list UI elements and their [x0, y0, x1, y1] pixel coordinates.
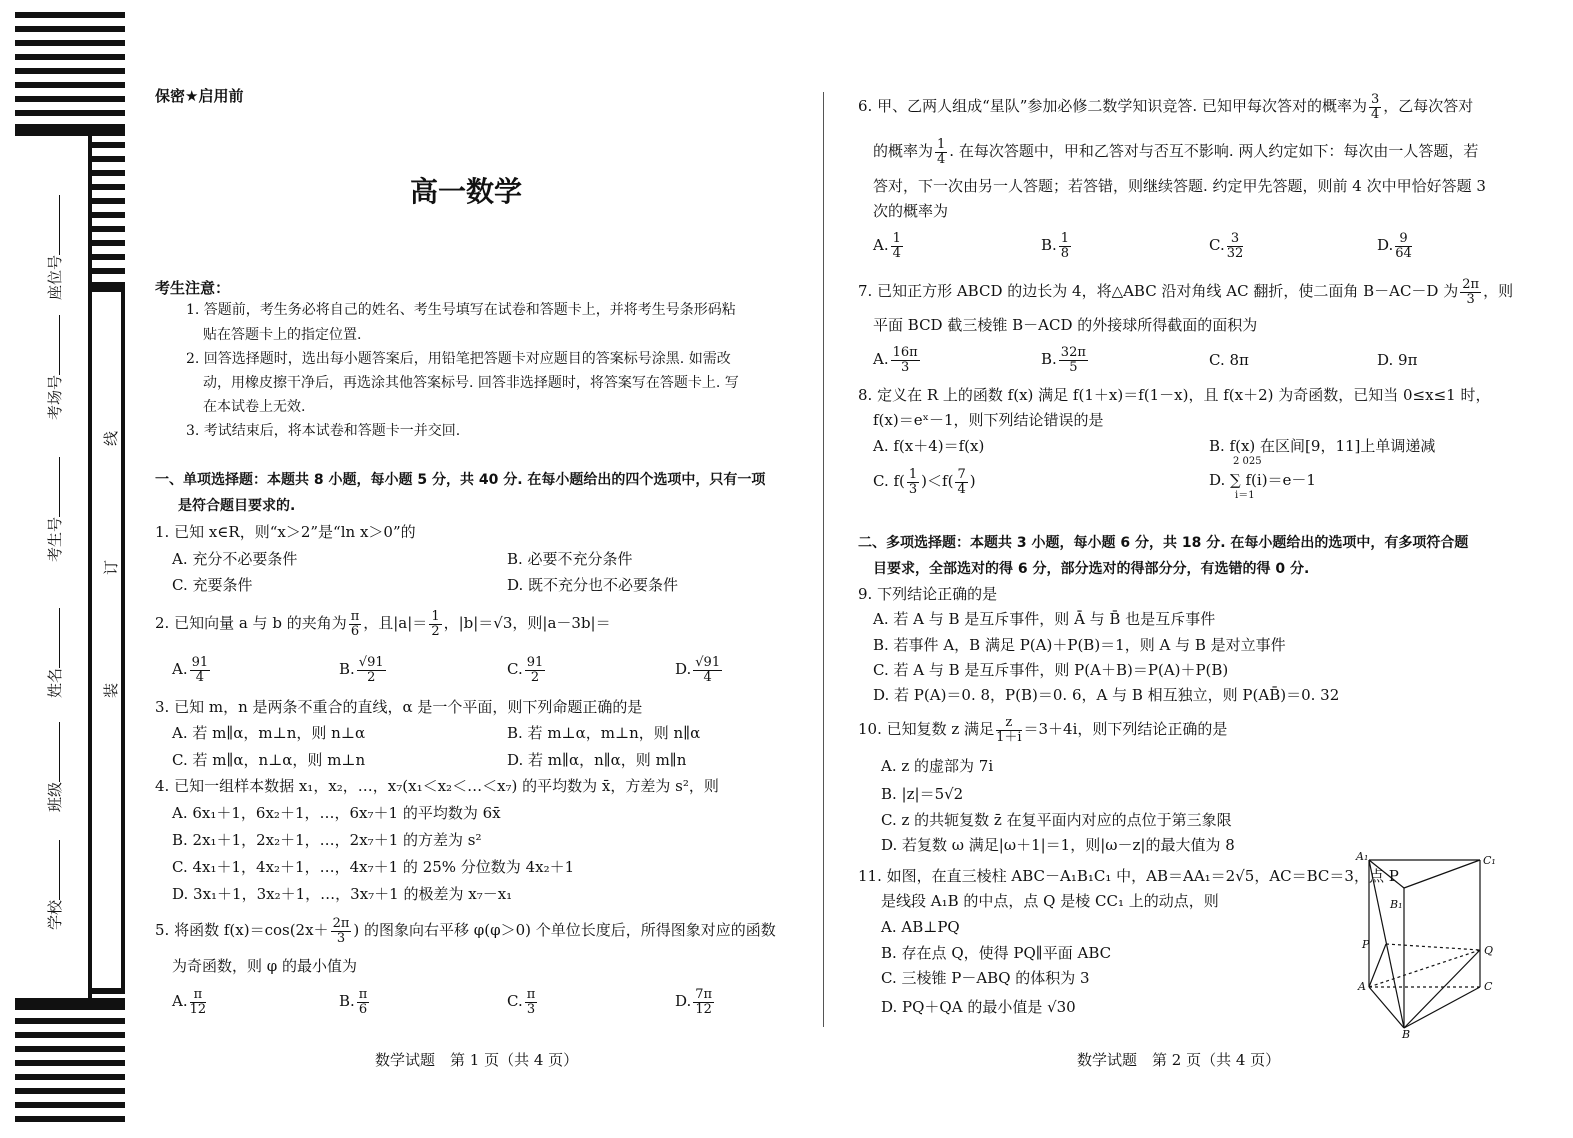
label-c: C — [1484, 980, 1493, 993]
q10-option-d: D. 若复数 ω 满足|ω＋1|＝1，则|ω－z|的最大值为 8 — [881, 836, 1235, 854]
q2-option-d: D. $\frac{√91}{4}$ — [675, 654, 721, 685]
q9-option-c: C. 若 A 与 B 是互斥事件，则 P(A＋B)＝P(A)＋P(B) — [873, 661, 1229, 679]
label-a: A — [1358, 980, 1366, 993]
label-b1: B₁ — [1390, 898, 1403, 911]
q4-option-a: A. 6x₁＋1，6x₂＋1，…，6x₇＋1 的平均数为 6x̄ — [172, 804, 501, 822]
edge-a-b — [1369, 987, 1404, 1028]
binding-strip — [0, 0, 130, 1138]
section1-heading: 一、单项选择题：本题共 8 小题，每小题 5 分，共 40 分. 在每小题给出的四个选项中，只有一项 — [155, 472, 766, 488]
q7-option-d: D. 9π — [1377, 351, 1418, 369]
seg-q-b — [1404, 950, 1480, 1028]
field-exam-number: 考生号 — [44, 453, 65, 562]
q9-option-d: D. 若 P(A)＝0. 8，P(B)＝0. 6，A 与 B 相互独立，则 P(AB̄)＝0. 32 — [873, 686, 1340, 704]
label-p: P — [1362, 938, 1370, 951]
field-name: 姓名 — [44, 604, 65, 698]
edge-b-c — [1404, 987, 1480, 1028]
q5-option-b: B. $\frac{\pi}{6}$ — [339, 986, 368, 1017]
page-divider — [823, 92, 824, 1027]
q8-option-c: C. f( $\frac{1}{3}$ )＜f( $\frac{7}{4}$ ) — [873, 466, 976, 497]
label-q: Q — [1484, 944, 1494, 957]
field-exam-room: 考场号 — [44, 311, 65, 420]
label-a1: A₁ — [1356, 850, 1369, 863]
page2-footer: 数学试题 第 2 页（共 4 页） — [1077, 1051, 1281, 1069]
label-c1: C₁ — [1483, 854, 1496, 867]
section2-heading-cont: 目要求，全部选对的得 6 分，部分选对的得部分分，有选错的得 0 分. — [873, 561, 1310, 577]
q3-option-b: B. 若 m⊥α，m⊥n，则 n∥α — [507, 724, 701, 742]
binding-char-ding: 订 — [102, 559, 120, 575]
q5-option-a: A. $\frac{\pi}{12}$ — [172, 986, 207, 1017]
seg-p-a — [1369, 944, 1386, 987]
q2-option-a: A. $\frac{91}{4}$ — [172, 654, 209, 685]
edge-b1-c1 — [1404, 860, 1480, 888]
q9-option-b: B. 若事件 A，B 满足 P(A)＋P(B)＝1，则 A 与 B 是对立事件 — [873, 636, 1286, 654]
q1-option-c: C. 充要条件 — [172, 576, 253, 594]
section1-heading-cont: 是符合题目要求的. — [178, 498, 296, 514]
q1-option-b: B. 必要不充分条件 — [507, 550, 633, 568]
seg-a-q — [1369, 950, 1480, 987]
q11-option-b: B. 存在点 Q，使得 PQ∥平面 ABC — [881, 944, 1112, 962]
q4-option-d: D. 3x₁＋1，3x₂＋1，…，3x₇＋1 的极差为 x₇－x₁ — [172, 885, 513, 903]
q6-option-c: C. $\frac{3}{32}$ — [1209, 230, 1244, 261]
q10-option-c: C. z 的共轭复数 z̄ 在复平面内对应的点位于第三象限 — [881, 811, 1232, 829]
field-class: 班级 — [44, 718, 65, 812]
q7-option-b: B. $\frac{32\pi}{5}$ — [1041, 344, 1086, 375]
q1-option-a: A. 充分不必要条件 — [172, 550, 298, 568]
q5-option-c: C. $\frac{\pi}{3}$ — [507, 986, 536, 1017]
page-title: 高一数学 — [410, 175, 523, 208]
q3-option-d: D. 若 m∥α，n∥α，则 m∥n — [507, 751, 687, 769]
notice-heading: 考生注意： — [155, 279, 231, 297]
q6-option-d: D. $\frac{9}{64}$ — [1377, 230, 1412, 261]
q2-option-c: C. $\frac{91}{2}$ — [507, 654, 544, 685]
q11-option-a: A. AB⊥PQ — [881, 918, 960, 936]
prism-figure — [1352, 850, 1502, 1040]
binding-char-xian: 线 — [102, 430, 120, 446]
q8-option-a: A. f(x＋4)＝f(x) — [873, 437, 985, 455]
q11-option-c: C. 三棱锥 P－ABQ 的体积为 3 — [881, 969, 1090, 987]
secret-label: 保密★启用前 — [155, 87, 244, 105]
section2-heading: 二、多项选择题：本题共 3 小题，每小题 6 分，共 18 分. 在每小题给出的选项中，有多项符合题 — [858, 535, 1469, 551]
binding-char-zhuang: 装 — [102, 682, 120, 698]
q10-option-b: B. |z|＝5√2 — [881, 785, 964, 803]
q4-option-c: C. 4x₁＋1，4x₂＋1，…，4x₇＋1 的 25% 分位数为 4x₂＋1 — [172, 858, 575, 876]
page1-footer: 数学试题 第 1 页（共 4 页） — [375, 1051, 579, 1069]
seg-p-q — [1386, 944, 1480, 950]
q2-option-b: B. $\frac{√91}{2}$ — [339, 654, 384, 685]
q5-option-d: D. $\frac{7\pi}{12}$ — [675, 986, 713, 1017]
q6-option-b: B. $\frac{1}{8}$ — [1041, 230, 1070, 261]
q6-option-a: A. $\frac{1}{4}$ — [873, 230, 901, 261]
field-school: 学校 — [44, 836, 65, 930]
q10-option-a: A. z 的虚部为 7i — [881, 757, 994, 775]
field-seat-number: 座位号 — [44, 191, 65, 300]
q8-option-b: B. f(x) 在区间[9，11]上单调递减 — [1209, 437, 1436, 455]
q3-option-c: C. 若 m∥α，n⊥α，则 m⊥n — [172, 751, 366, 769]
q7-option-c: C. 8π — [1209, 351, 1249, 369]
q11-option-d: D. PQ＋QA 的最小值是 √30 — [881, 998, 1076, 1016]
q3-option-a: A. 若 m∥α，m⊥n，则 n⊥α — [172, 724, 366, 742]
label-b: B — [1402, 1028, 1411, 1040]
q1-option-d: D. 既不充分也不必要条件 — [507, 576, 679, 594]
q7-option-a: A. $\frac{16\pi}{3}$ — [873, 344, 918, 375]
q9-option-a: A. 若 A 与 B 是互斥事件，则 Ā 与 B̄ 也是互斥事件 — [873, 610, 1216, 628]
q4-option-b: B. 2x₁＋1，2x₂＋1，…，2x₇＋1 的方差为 s² — [172, 831, 482, 849]
